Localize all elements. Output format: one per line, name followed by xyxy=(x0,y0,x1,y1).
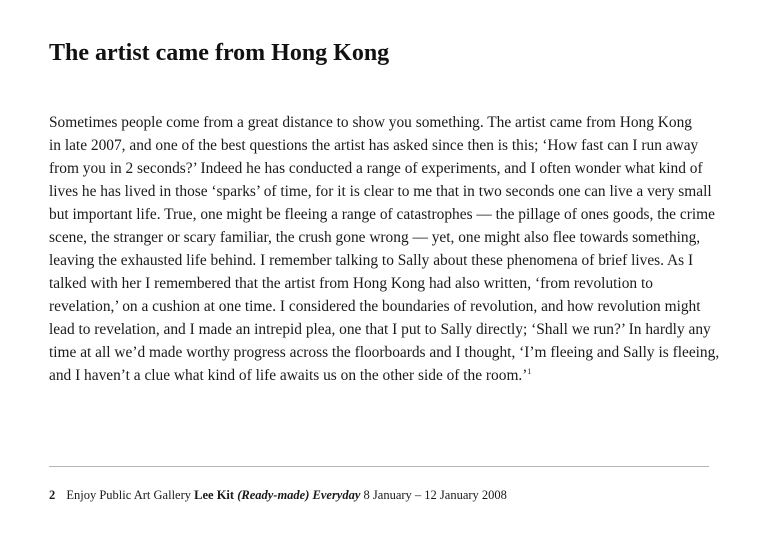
body-line-last xyxy=(49,364,721,387)
page-footer xyxy=(49,487,507,503)
body-line: in late 2007, and one of the best questions the artist has asked since then is this; ‘How fast can I run away xyxy=(49,137,699,154)
footer-dates: 8 January – 12 January 2008 xyxy=(363,488,507,502)
body-line: lead to revelation, and I made an intrepid plea, one that I put to Sally directly; ‘Shall we run?’ In hardly any xyxy=(49,321,711,338)
body-line: scene, the stranger or scary familiar, the crush gone wrong — yet, one might also flee towards something, xyxy=(49,229,701,246)
body-line: but important life. True, one might be fleeing a range of catastrophes — the pillage of ones goods, the crime xyxy=(49,206,715,223)
body-line-text: and I haven’t a clue what kind of life awaits us on the other side of the room.’ xyxy=(49,367,528,384)
page-number: 2 xyxy=(49,488,56,502)
body-line: revelation,’ on a cushion at one time. I considered the boundaries of revolution, and how revolution might xyxy=(49,298,701,315)
body-line: time at all we’d made worthy progress across the floorboards and I thought, ‘I’m fleeing and Sally is fleeing, xyxy=(49,344,720,361)
body-line: leaving the exhausted life behind. I remember talking to Sally about these phenomena of brief lives. As I xyxy=(49,252,694,269)
body-line: Sometimes people come from a great distance to show you something. The artist came from Hong Kong xyxy=(49,114,692,131)
article-title: The artist came from Hong Kong xyxy=(49,40,390,66)
body-line: talked with her I remembered that the artist from Hong Kong had also written, ‘from revolution to xyxy=(49,275,653,292)
body-line: lives he has lived in those ‘sparks’ of time, for it is clear to me that in two seconds one can live a very small xyxy=(49,183,712,200)
footnote-marker[interactable]: 1 xyxy=(527,366,532,376)
footer-venue: Enjoy Public Art Gallery xyxy=(66,488,192,502)
body-line: from you in 2 seconds?’ Indeed he has conducted a range of experiments, and I often wonder what kind of xyxy=(49,160,703,177)
article-body xyxy=(49,111,721,387)
footer-artist: Lee Kit xyxy=(194,488,235,502)
footer-work-title: (Ready-made) Everyday xyxy=(237,488,361,502)
footer-divider xyxy=(49,466,709,467)
